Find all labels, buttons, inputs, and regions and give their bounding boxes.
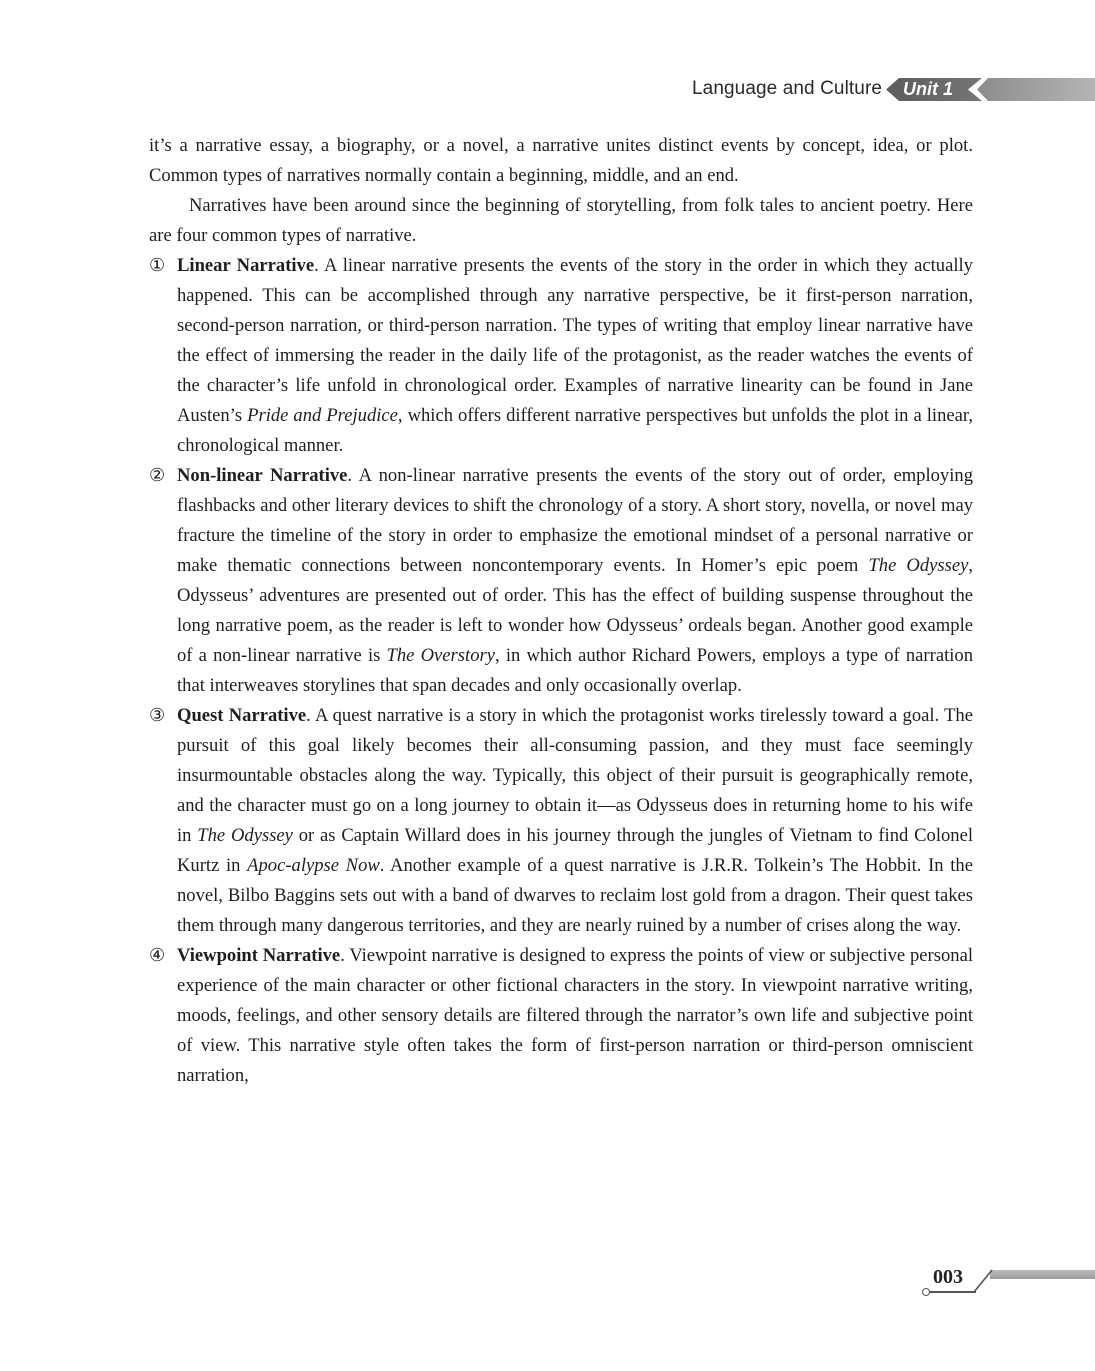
title-apocalypse-now: Apoc-alypse Now — [247, 855, 380, 876]
circled-number-2: ② — [149, 465, 166, 486]
quest-text-a: . A quest narrative is a story in which the protagonist works tirelessly toward a goal. The pursuit of this goal likely becomes their all-consuming passion, and they must face seemingly insurmountable obstacles along the way. Typically, this object of their pursuit is geographically remote, and the character must go on a long journey to obtain it—as Odysseus does in returning home to his wife in — [177, 705, 973, 846]
title-the-odyssey: The Odyssey — [197, 825, 293, 846]
non-linear-text-a: . A non-linear narrative presents the events of the story out of order, employing flashbacks and other literary devices to shift the chronology of a story. A short story, novella, or novel may fracture the timeline of the story in order to emphasize the emotional mindset of a personal narrative or make thematic connections between noncontemporary events. In Homer’s epic poem — [177, 465, 973, 576]
circled-number-1: ① — [149, 255, 166, 276]
title-pride-and-prejudice: Pride and Prejudice — [247, 405, 398, 426]
linear-text-b: , which offers different narrative perspectives but unfolds the plot in a linear, chronological manner. — [177, 405, 973, 456]
term-viewpoint-narrative: Viewpoint Narrative — [177, 945, 341, 966]
linear-text-a: . A linear narrative presents the events of the story in the order in which they actually happened. This can be accomplished through any narrative perspective, be it first-person narration, second-person narration, or third-person narration. The types of writing that employ linear narrative have the effect of immersing the reader in the daily life of the protagonist, as the reader watches the events of the character’s life unfold in chronological order. Examples of narrative linearity can be found in Jane Austen’s — [177, 255, 973, 426]
circled-number-3: ③ — [149, 705, 166, 726]
body-text — [149, 131, 973, 1091]
title-the-overstory: The Overstory — [386, 645, 495, 666]
viewpoint-text-a: . Viewpoint narrative is designed to express the points of view or subjective personal experience of the main character or other fictional characters in the story. In viewpoint narrative writing, moods, feelings, and other sensory details are filtered through the narrator’s own life and subjective point of view. This narrative style often takes the form of first-person narration or third-person omniscient narration, — [177, 945, 973, 1086]
circled-number-4: ④ — [149, 945, 166, 966]
term-quest-narrative: Quest Narrative — [177, 705, 307, 726]
term-non-linear-narrative: Non-linear Narrative — [177, 465, 348, 486]
list-item-viewpoint — [149, 941, 973, 1091]
list-item-non-linear — [149, 461, 973, 701]
term-linear-narrative: Linear Narrative — [177, 255, 315, 276]
list-item-linear — [149, 251, 973, 461]
page-number: 003 — [933, 1266, 963, 1288]
intro-paragraph: it’s a narrative essay, a biography, or a novel, a narrative unites distinct events by concept, idea, or plot. Common types of narratives normally contain a beginning, middle, and an end. — [149, 135, 973, 186]
non-linear-text-b: , Odysseus’ adventures are presented out of order. This has the effect of building suspense throughout the long narrative poem, as the reader is left to wonder how Odysseus’ ordeals began. Another good example of a non-linear narrative is — [177, 555, 973, 666]
quest-text-c: . Another example of a quest narrative is J.R.R. Tolkein’s The Hobbit. In the novel, Bilbo Baggins sets out with a band of dwarves to reclaim lost gold from a dragon. Their quest takes them through many dangerous territories, and they are nearly ruined by a number of crises along the way. — [177, 855, 973, 936]
footer-rule — [926, 1291, 976, 1293]
unit-tab-tail — [977, 78, 1095, 101]
types-intro-paragraph: Narratives have been around since the beginning of storytelling, from folk tales to ancient poetry. Here are four common types of narrative. — [149, 195, 973, 246]
list-item-quest — [149, 701, 973, 941]
footer-decor-bar — [990, 1270, 1095, 1279]
unit-label: Unit 1 — [903, 79, 954, 99]
quest-text-b: or as Captain Willard does in his journey through the jungles of Vietnam to find Colonel Kurtz in — [177, 825, 973, 876]
running-header-title: Language and Culture — [692, 78, 883, 99]
non-linear-text-c: , in which author Richard Powers, employs a type of narration that interweaves storylines that span decades and only occasionally overlap. — [177, 645, 973, 696]
title-the-odyssey: The Odyssey — [868, 555, 969, 576]
footer-dot — [922, 1288, 930, 1296]
